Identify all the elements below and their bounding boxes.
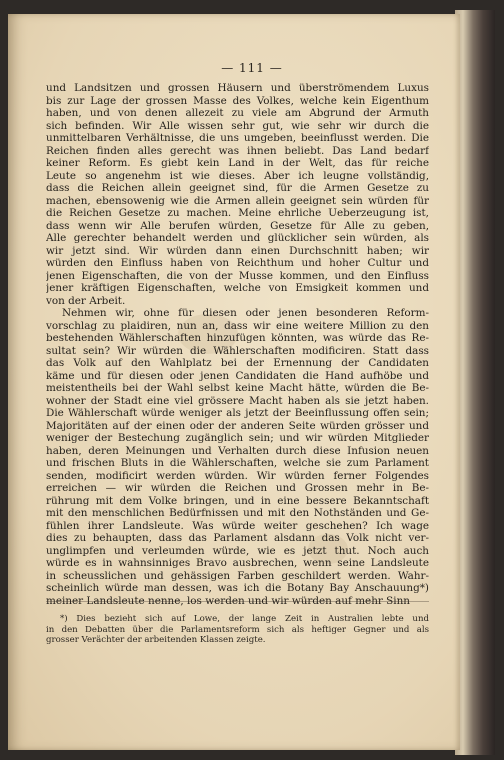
text-line: keiner Reform. Es giebt kein Land in der Welt, das für reiche (46, 157, 429, 169)
main-text (46, 82, 429, 607)
text-line: in scheusslichen und gehässigen Farben geschildert werden. Wahr- (46, 569, 429, 582)
text-line: wir jetzt sind. Wir würden dann einen Durchschnitt haben; wir (46, 244, 429, 257)
text-line: dass die Reichen allein geeignet sind, für die Armen Gesetze zu (46, 182, 429, 194)
text-line: jener kräftigen Eigenschaften, welche von Emsigkeit kommen und (46, 282, 429, 294)
text-line: rührung mit dem Volke bringen, und in eine bessere Bekanntschaft (46, 494, 429, 507)
text-line: weniger der Bestechung zugänglich sein; und wir würden Mitglieder (46, 432, 429, 444)
book-edge (455, 10, 495, 755)
text-line: unglimpfen und verleumden würde, wie es jetzt thut. Noch auch (46, 544, 429, 557)
footnote-line: in den Debatten über die Parlamentsreform sich als heftiger Gegner und als (46, 624, 429, 635)
text-line: sich befinden. Wir Alle wissen sehr gut, wie sehr wir durch die (46, 119, 429, 132)
text-line: von der Arbeit. (46, 294, 126, 307)
text-line: Die Wählerschaft würde weniger als jetzt der Beeinflussung offen sein; (46, 407, 429, 419)
text-line: bis zur Lage der grossen Masse des Volkes, welche kein Eigenthum (46, 94, 429, 107)
text-line: dies zu behaupten, dass das Parlament alsdann das Volk nicht ver- (46, 532, 429, 544)
text-line: wohner der Stadt eine viel grössere Macht haben als sie jetzt haben. (46, 394, 429, 407)
text-line: käme und für diesen oder jenen Candidaten die Hand aufhöbe und (46, 369, 429, 382)
text-line: fühlen ihrer Landsleute. Was würde weiter geschehen? Ich wage (46, 519, 429, 532)
text-line: würden den Einfluss haben von Reichthum und hoher Cultur und (46, 257, 429, 269)
text-line: unmittelbaren Verhältnisse, die uns umgeben, beeinflusst werden. Die (46, 132, 429, 144)
text-line: mit den menschlichen Bedürfnissen und mit den Nothständen und Ge- (46, 507, 429, 519)
text-line: machen, ebensowenig wie die Armen allein geeignet sein würden für (46, 194, 429, 207)
text-line: würde es in wahnsinniges Bravo ausbrechen, wenn seine Landsleute (46, 557, 429, 569)
text-line: haben, deren Meinungen und Verhalten durch diese Infusion neuen (46, 444, 429, 457)
text-line: Majoritäten auf der einen oder der anderen Seite würden grösser und (46, 419, 429, 432)
text-line: sultat sein? Wir würden die Wählerschaften modificiren. Statt dass (46, 344, 429, 357)
text-line: bestehenden Wählerschaften hinzufügen könnten, was würde das Re- (46, 332, 429, 344)
text-line: haben, und von denen allezeit zu viele am Abgrund der Armuth (46, 107, 429, 119)
text-line: dass wenn wir Alle berufen würden, Gesetze für Alle zu geben, (46, 219, 429, 232)
text-line: erreichen — wir würden die Reichen und Grossen mehr in Be- (46, 482, 429, 494)
text-line: meiner Landsleute nenne, los werden und wir würden auf mehr Sinn (46, 594, 410, 607)
text-line: das Volk auf den Wahlplatz bei der Ernennung der Candidaten (46, 357, 429, 369)
text-line: meistentheils bei der Wahl selbst keine Macht hätte, würden die Be- (46, 382, 429, 394)
text-line: und Landsitzen und grossen Häusern und überströmendem Luxus (46, 82, 429, 94)
page-number: — 111 — (221, 61, 283, 75)
text-line: scheinlich würde man dessen, was ich die Botany Bay Anschauung*) (46, 582, 429, 594)
footnote-divider (46, 601, 429, 602)
text-line: die Reichen Gesetze zu machen. Meine ehrliche Ueberzeugung ist, (46, 207, 429, 219)
footnote (46, 614, 429, 646)
text-line: Leute so angenehm ist wie dieses. Aber ich leugne vollständig, (46, 169, 429, 182)
text-line: und frischen Bluts in die Wählerschaften, welche sie zum Parlament (46, 457, 429, 469)
text-line: senden, modificirt werden würden. Wir würden ferner Folgendes (46, 469, 429, 482)
text-line: Reichen finden alles gerecht was ihnen beliebt. Das Land bedarf (46, 144, 429, 157)
text-line: jenen Eigenschaften, die von der Musse kommen, und den Einfluss (46, 269, 429, 282)
footnote-line: grosser Verächter der arbeitenden Klassen zeigte. (46, 635, 266, 646)
text-line: vorschlag zu plaidiren, nun an, dass wir eine weitere Million zu den (46, 319, 429, 332)
text-line: Alle gerechter behandelt werden und glücklicher sein würden, als (46, 232, 429, 244)
text-line: Nehmen wir, ohne für diesen oder jenen besonderen Reform- (62, 307, 429, 319)
footnote-line: *) Dies bezieht sich auf Lowe, der lange Zeit in Australien lebte und (60, 614, 429, 624)
